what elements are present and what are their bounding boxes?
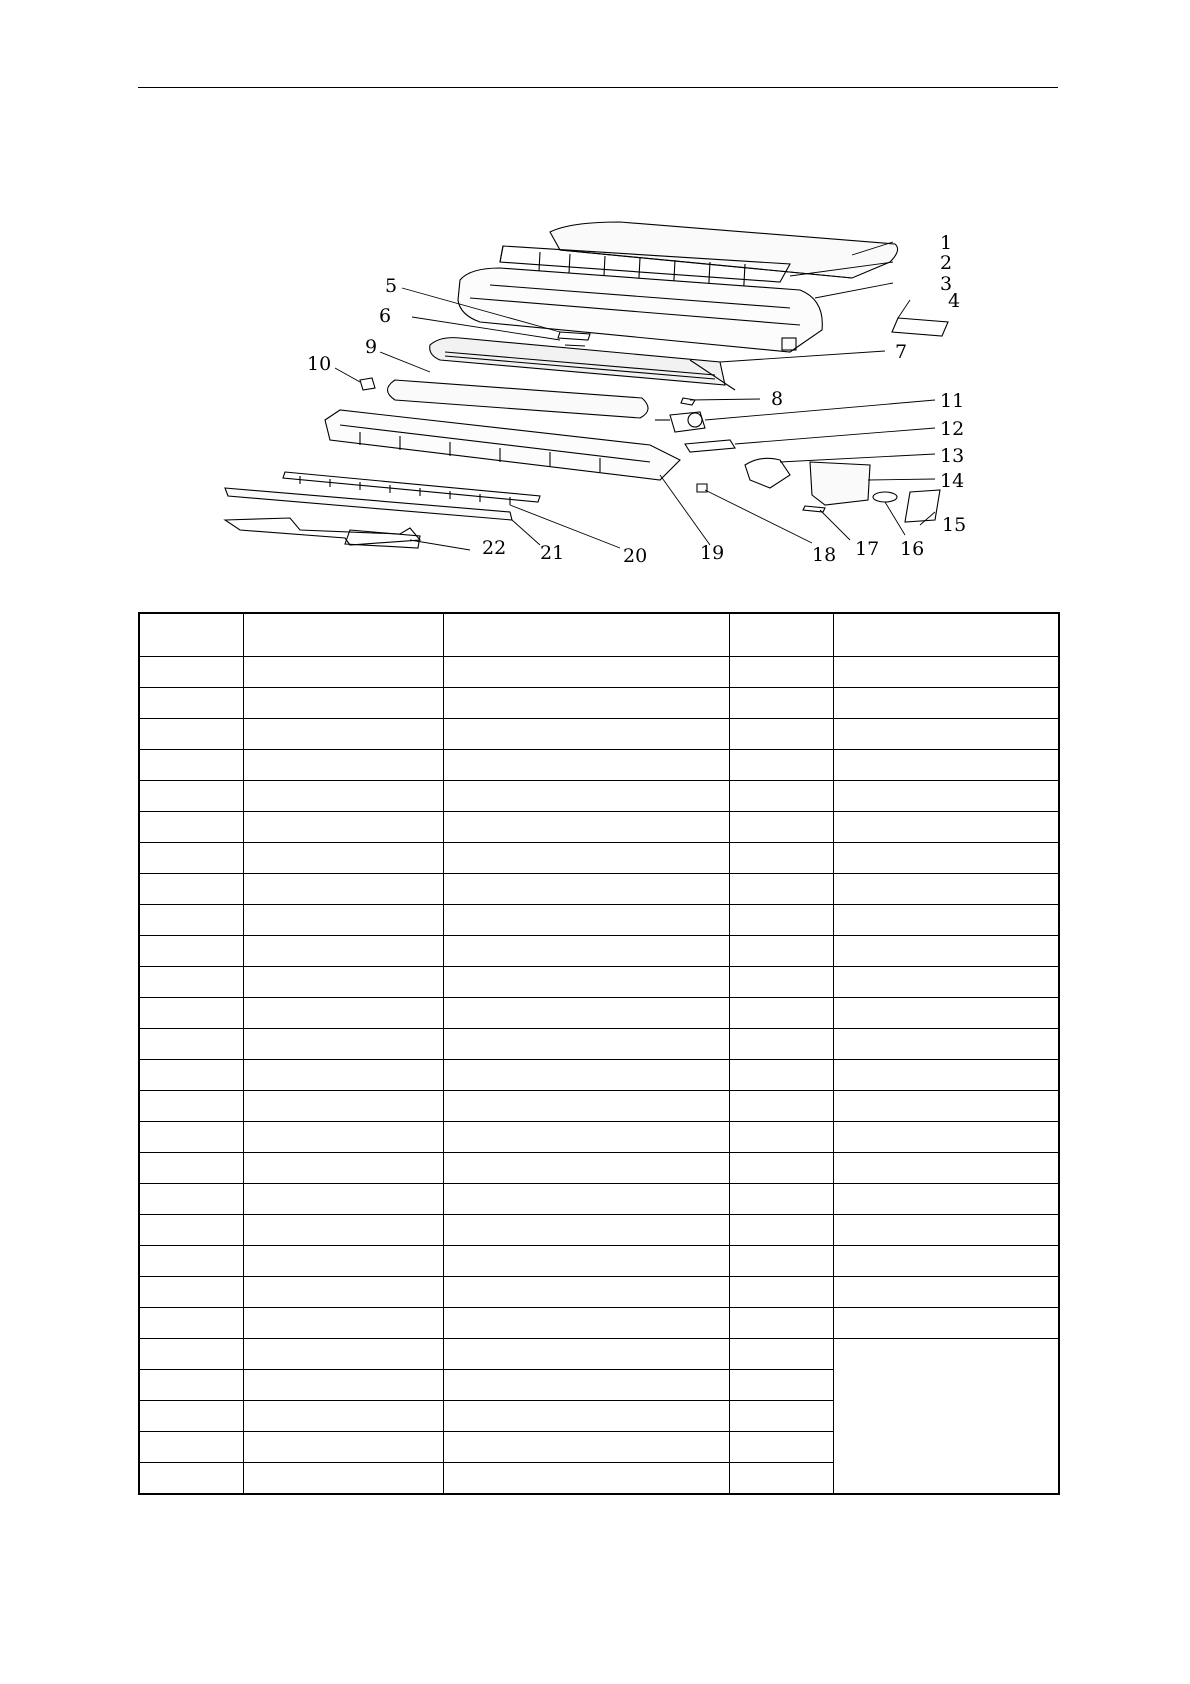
- table-cell: [139, 1401, 243, 1432]
- table-cell: [243, 1122, 443, 1153]
- table-cell: [139, 1029, 243, 1060]
- part-8-clip: [681, 398, 695, 405]
- callout-21: 21: [540, 542, 565, 564]
- table-cell: [443, 688, 729, 719]
- table-cell: [729, 1277, 833, 1308]
- table-cell: [139, 812, 243, 843]
- table-cell: [729, 905, 833, 936]
- table-cell: [833, 613, 1059, 657]
- table-row: [139, 1215, 1059, 1246]
- table-cell: [833, 688, 1059, 719]
- table-cell: [729, 1401, 833, 1432]
- table-cell: [729, 1060, 833, 1091]
- table-row: [139, 657, 1059, 688]
- table-cell: [729, 1122, 833, 1153]
- table-header-row: [139, 613, 1059, 657]
- part-11-motor: [655, 412, 705, 432]
- table-row: [139, 688, 1059, 719]
- callout-3: 3: [940, 273, 953, 295]
- table-cell: [443, 1308, 729, 1339]
- table-cell: [243, 1432, 443, 1463]
- table-cell: [443, 1339, 729, 1370]
- table-cell: [139, 657, 243, 688]
- table-row: [139, 998, 1059, 1029]
- table-cell: [243, 967, 443, 998]
- part-10-bearing: [360, 378, 375, 390]
- table-cell: [139, 1277, 243, 1308]
- table-cell: [139, 1215, 243, 1246]
- table-cell: [729, 688, 833, 719]
- table-cell: [729, 998, 833, 1029]
- part-4-panel: [892, 318, 948, 336]
- table-cell: [139, 843, 243, 874]
- table-cell: [833, 1091, 1059, 1122]
- callout-1: 1: [940, 232, 953, 254]
- table-cell: [833, 1184, 1059, 1215]
- table-cell: [729, 750, 833, 781]
- table-cell: [443, 812, 729, 843]
- table-cell: [443, 843, 729, 874]
- table-row: [139, 1029, 1059, 1060]
- table-cell: [443, 998, 729, 1029]
- table-cell: [729, 1029, 833, 1060]
- part-18-small: [697, 484, 707, 492]
- table-cell: [139, 1463, 243, 1495]
- table-cell: [243, 1401, 443, 1432]
- part-12-motor-clamp: [685, 440, 735, 452]
- table-cell: [243, 812, 443, 843]
- table-cell: [833, 874, 1059, 905]
- callout-17: 17: [855, 538, 880, 560]
- table-row: [139, 967, 1059, 998]
- table-cell: [139, 613, 243, 657]
- table-cell: [833, 1246, 1059, 1277]
- callout-22: 22: [482, 537, 507, 559]
- table-cell: [729, 1153, 833, 1184]
- table-cell: [729, 781, 833, 812]
- table-row: [139, 1122, 1059, 1153]
- table-row: [139, 750, 1059, 781]
- callout-11: 11: [940, 390, 965, 412]
- table-cell: [243, 1339, 443, 1370]
- table-cell: [243, 1370, 443, 1401]
- table-cell: [139, 936, 243, 967]
- table-cell: [243, 1091, 443, 1122]
- table-cell: [243, 936, 443, 967]
- table-cell: [243, 1308, 443, 1339]
- table-cell: [243, 1029, 443, 1060]
- table-cell: [443, 905, 729, 936]
- part-15-cover: [905, 490, 940, 522]
- table-cell: [729, 657, 833, 688]
- table-cell: [243, 688, 443, 719]
- table-cell: [139, 1060, 243, 1091]
- table-row: [139, 1246, 1059, 1277]
- part-5-6: [558, 332, 590, 346]
- table-cell: [443, 1122, 729, 1153]
- table-cell: [833, 905, 1059, 936]
- table-cell: [139, 781, 243, 812]
- table-cell: [729, 1184, 833, 1215]
- table-cell: [729, 1091, 833, 1122]
- table-cell: [443, 1432, 729, 1463]
- callout-15: 15: [942, 514, 967, 536]
- table-cell: [729, 1432, 833, 1463]
- callout-9: 9: [365, 336, 378, 358]
- table-cell: [443, 967, 729, 998]
- table-cell: [243, 1060, 443, 1091]
- table-cell: [139, 719, 243, 750]
- part-21-horizontal-louver: [225, 488, 512, 520]
- table-cell: [443, 1370, 729, 1401]
- table-cell: [443, 1215, 729, 1246]
- table-cell: [729, 1308, 833, 1339]
- table-cell: [833, 967, 1059, 998]
- table-row: [139, 781, 1059, 812]
- table-cell: [443, 657, 729, 688]
- part-14-electric-box: [810, 462, 870, 505]
- table-cell: [139, 1091, 243, 1122]
- table-cell: [443, 936, 729, 967]
- table-cell: [139, 1246, 243, 1277]
- table-cell: [243, 719, 443, 750]
- table-cell: [243, 781, 443, 812]
- table-cell: [729, 812, 833, 843]
- table-cell: [139, 1432, 243, 1463]
- table-cell: [833, 657, 1059, 688]
- callout-20: 20: [623, 545, 648, 567]
- callout-6: 6: [379, 305, 392, 327]
- table-cell: [443, 1401, 729, 1432]
- table-cell: [243, 874, 443, 905]
- part-22-mounting-plate: [225, 518, 420, 548]
- table-cell: [443, 1091, 729, 1122]
- exploded-view-diagram: [0, 0, 1190, 600]
- callout-5: 5: [385, 275, 398, 297]
- table-cell: [833, 750, 1059, 781]
- table-row: [139, 1091, 1059, 1122]
- part-19-base: [325, 410, 680, 480]
- callout-10: 10: [307, 353, 332, 375]
- table-cell: [443, 874, 729, 905]
- table-cell: [833, 1029, 1059, 1060]
- table-cell: [443, 750, 729, 781]
- table-cell: [139, 998, 243, 1029]
- table-row: [139, 1308, 1059, 1339]
- table-cell: [729, 1339, 833, 1370]
- table-cell: [243, 613, 443, 657]
- table-cell: [729, 719, 833, 750]
- callout-13: 13: [940, 445, 965, 467]
- table-cell: [443, 1029, 729, 1060]
- table-row: [139, 1060, 1059, 1091]
- table-cell: [139, 967, 243, 998]
- table-cell: [833, 998, 1059, 1029]
- table-cell: [833, 1215, 1059, 1246]
- table-cell: [729, 1370, 833, 1401]
- part-16-sensor: [873, 492, 897, 502]
- table-row: [139, 1184, 1059, 1215]
- table-cell: [443, 1184, 729, 1215]
- table-cell: [833, 1277, 1059, 1308]
- table-cell: [243, 1153, 443, 1184]
- table-row: [139, 1153, 1059, 1184]
- table-row: [139, 719, 1059, 750]
- callout-7: 7: [895, 341, 908, 363]
- table-cell: [139, 1122, 243, 1153]
- table-cell: [139, 1339, 243, 1370]
- table-cell: [833, 781, 1059, 812]
- table-row: [139, 843, 1059, 874]
- table-cell: [243, 1184, 443, 1215]
- table-cell: [833, 936, 1059, 967]
- table-cell: [139, 1184, 243, 1215]
- table-cell: [729, 1246, 833, 1277]
- table-row: [139, 812, 1059, 843]
- table-cell: [443, 719, 729, 750]
- table-cell: [729, 613, 833, 657]
- callout-19: 19: [700, 542, 725, 564]
- table-row: [139, 905, 1059, 936]
- table-cell: [139, 905, 243, 936]
- part-9-fan: [388, 380, 649, 418]
- callout-12: 12: [940, 418, 965, 440]
- table-cell: [243, 998, 443, 1029]
- table-cell: [443, 1277, 729, 1308]
- table-cell: [443, 1153, 729, 1184]
- table-cell: [243, 905, 443, 936]
- table-cell: [729, 874, 833, 905]
- table-cell: [139, 1370, 243, 1401]
- table-cell: [729, 1215, 833, 1246]
- table-row: [139, 874, 1059, 905]
- callout-8: 8: [771, 388, 784, 410]
- table-cell: [729, 1463, 833, 1495]
- table-cell: [243, 1246, 443, 1277]
- table-cell: [833, 812, 1059, 843]
- part-13-motor-assembly: [745, 458, 790, 488]
- callout-2: 2: [940, 252, 953, 274]
- table-cell: [243, 1277, 443, 1308]
- table-cell: [833, 719, 1059, 750]
- callout-4: 4: [948, 290, 961, 312]
- table-cell: [243, 1463, 443, 1495]
- callout-16: 16: [900, 538, 925, 560]
- table-cell: [443, 1060, 729, 1091]
- table-cell: [833, 1060, 1059, 1091]
- table-cell: [729, 843, 833, 874]
- callout-14: 14: [940, 470, 965, 492]
- table-row: [139, 1277, 1059, 1308]
- table-cell: [443, 1246, 729, 1277]
- table-cell: [243, 657, 443, 688]
- table-cell: [443, 613, 729, 657]
- table-cell: [833, 843, 1059, 874]
- table-cell: [729, 936, 833, 967]
- table-cell: [243, 750, 443, 781]
- table-cell: [139, 688, 243, 719]
- table-cell: [833, 1153, 1059, 1184]
- table-cell: [139, 1153, 243, 1184]
- table-cell: [833, 1122, 1059, 1153]
- table-cell: [139, 1308, 243, 1339]
- table-cell: [729, 967, 833, 998]
- table-cell: [139, 874, 243, 905]
- table-cell: [243, 1215, 443, 1246]
- parts-table: [138, 612, 1060, 1495]
- table-cell: [443, 781, 729, 812]
- table-cell: [443, 1463, 729, 1495]
- callout-18: 18: [812, 544, 837, 566]
- merged-cell: [833, 1339, 1059, 1495]
- table-cell: [833, 1308, 1059, 1339]
- table-row: [139, 1339, 1059, 1370]
- table-row: [139, 936, 1059, 967]
- table-cell: [243, 843, 443, 874]
- table-cell: [139, 750, 243, 781]
